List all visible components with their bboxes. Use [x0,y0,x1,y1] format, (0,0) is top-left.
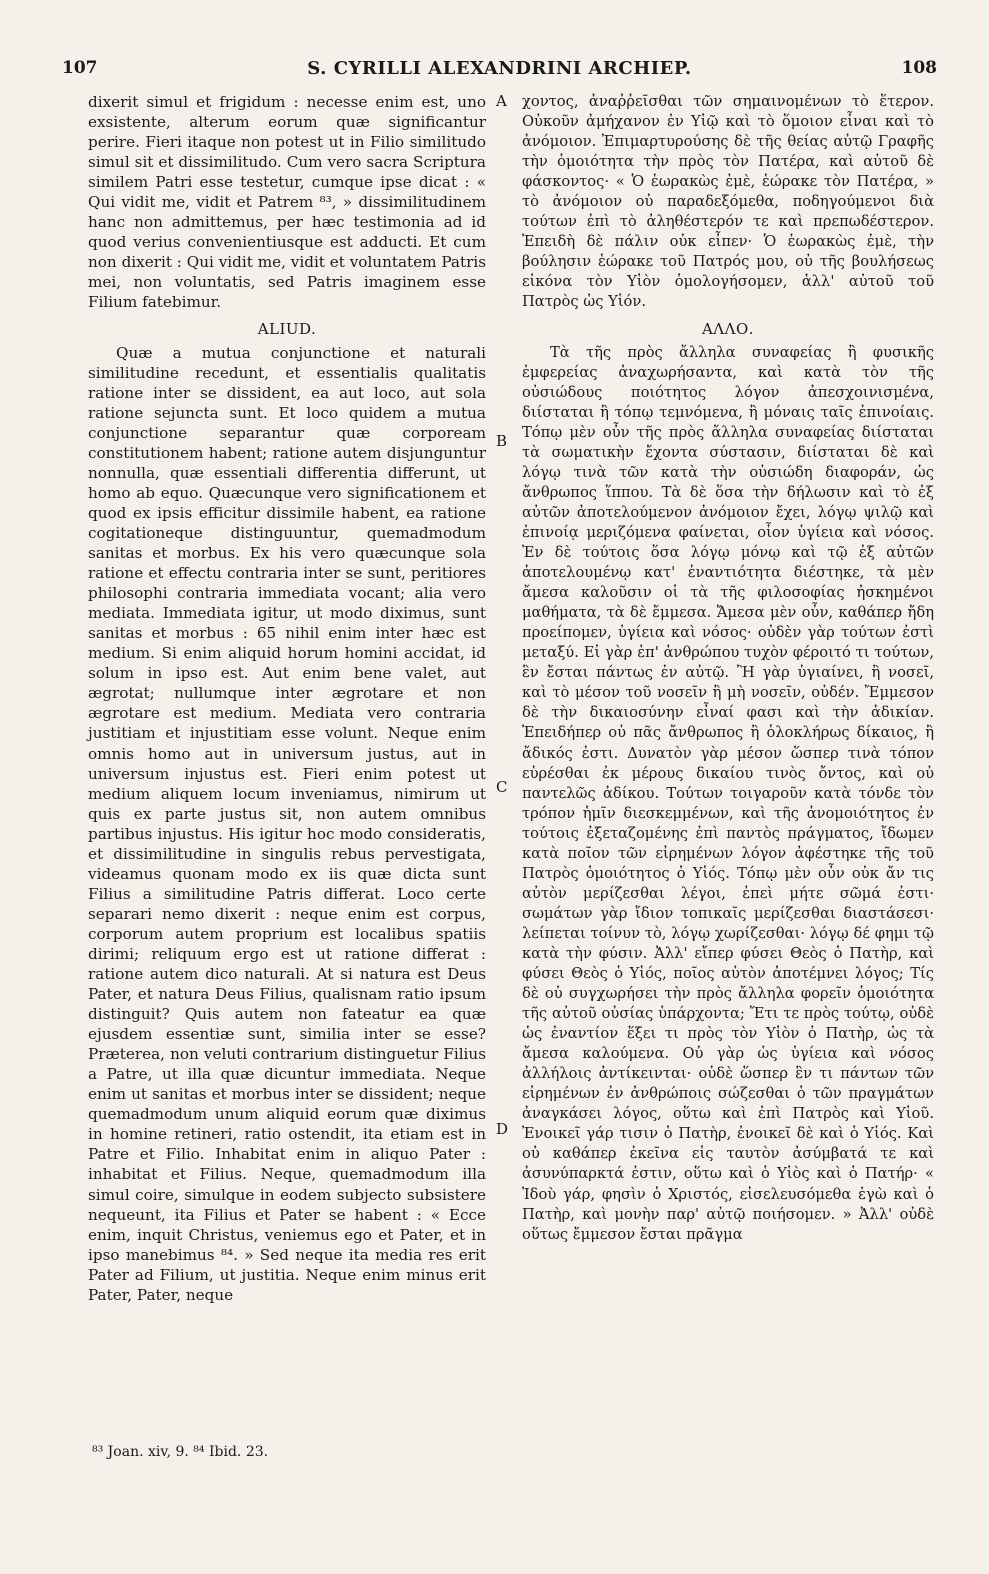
greek-paragraph-2: Τὰ τῆς πρὸς ἄλληλα συναφείας ἢ φυσικῆς ἐμφερείας ἀναχωρήσαντα, καὶ κατὰ τὸν τῆς οὐσιώδους ποιότητος λόγον ἀπεσχοινισμένα, διίσταται ἢ τόπῳ τεμνόμενα, ἢ μόναις ταῖς ἐπινοίαις. Τόπῳ μὲν οὖν τῆς πρὸς ἄλληλα συναφείας διίσταται τὰ σωματικὴν ἔχοντα σύστασιν, διίσταται δὲ καὶ λόγῳ τινὰ τῶν κατὰ τὴν οὐσιώδη διαφοράν, ὡς ἄνθρωπος ἵππου. Τὰ δὲ ὅσα τὴν δήλωσιν καὶ τὸ ἐξ αὐτῶν ἀποτελούμενον ἀνόμοιον ἔχει, λόγῳ ψιλῷ καὶ ἐπινοίᾳ μεριζόμενα φαίνεται, οἷον ὑγίεια καὶ νόσος. Ἐν δὲ τούτοις ὅσα λόγῳ μόνῳ καὶ τῷ ἐξ αὐτῶν ἀποτελουμένῳ κατ' ἐναντιότητα διέστηκε, τὰ μὲν ἄμεσα καλοῦσιν οἱ τὰ τῆς φιλοσοφίας ἠσκημένοι μαθήματα, τὰ δὲ ἔμμεσα. Ἄμεσα μὲν οὖν, καθάπερ ἤδη προείπομεν, ὑγίεια καὶ νόσος· οὐδὲν γὰρ τούτων ἐστὶ μεταξύ. Εἰ γὰρ ἐπ' ἀνθρώπου τυχὸν φέροιτό τι τούτων, ἓν ἔσται πάντως ἐν αὐτῷ. Ἢ γὰρ ὑγιαίνει, ἢ νοσεῖ, καὶ τὸ μέσον τοῦ νοσεῖν ἢ μὴ νοσεῖν, οὐδέν. Ἔμμεσον δὲ τὴν δικαιοσύνην εἶναί φασι καὶ τὴν ἀδικίαν. Ἐπειδήπερ οὐ πᾶς ἄνθρωπος ἢ ὁλοκλήρως δίκαιος, ἢ ἄδικός ἐστι. Δυνατὸν γὰρ μέσον ὥσπερ τινὰ τόπον εὑρέσθαι ἐκ μέρους δικαίου τινὸς ὄντος, καὶ οὐ παντελῶς ἀδίκου. Τούτων τοιγαροῦν κατὰ τόνδε τὸν τρόπον ἡμῖν διεσκεμμένων, καὶ τῆς ἀνομοιότητος ἐν τούτοις ἐξεταζομένης ἐπὶ παντὸς πράγματος, ἴδωμεν κατὰ ποῖον τῶν εἰρημένων λόγον ἀφέστηκε τῆς τοῦ Πατρὸς ὁμοιότητος ὁ Υἱός. Τόπῳ μὲν οὖν οὐκ ἄν τις αὐτὸν μερίζεσθαι λέγοι, ἐπεὶ μήτε σῶμά ἐστι· σωμάτων γὰρ ἴδιον τοπικαῖς μερίζεσθαι διαστάσεσι· λείπεται τοίνυν τὸ, λόγῳ χωρίζεσθαι· λόγῳ δέ φημι τῷ κατὰ τὴν φύσιν. Ἀλλ' εἴπερ φύσει Θεὸς ὁ Πατὴρ, καὶ φύσει Θεὸς ὁ Υἱός, ποῖος αὐτὸν ἀποτέμνει λόγος; Τίς δὲ οὐ συγχωρήσει τὴν πρὸς ἄλληλα φορεῖν ὁμοιότητα τῆς αὐτοῦ οὐσίας ὑπάρχοντα; Ἔτι τε πρὸς τούτῳ, οὐδὲ ὡς ἐναντίον ἕξει τι πρὸς τὸν Υἱὸν ὁ Πατὴρ, ὡς τὰ ἄμεσα καλούμενα. Οὐ γὰρ ὡς ὑγίεια καὶ νόσος ἀλλήλοις ἀντίκεινται· οὐδὲ ὥσπερ ἓν τι πάντων τῶν εἰρημένων ἐν ἀνθρώποις σώζεσθαι ὁ τῶν πραγμάτων ἀναγκάσει λόγος, οὕτω καὶ ἐπὶ Πατρὸς καὶ Υἱοῦ. Ἐνοικεῖ γάρ τισιν ὁ Πατὴρ, ἐνοικεῖ δὲ καὶ ὁ Υἱός. Καὶ οὐ καθάπερ ἐκεῖνα εἰς ταυτὸν ἀσύμβατά τε καὶ ἀσυνύπαρκτά ἐστιν, οὕτω καὶ ὁ Υἱὸς καὶ ὁ Πατήρ· « Ἰδοὺ γάρ, φησὶν ὁ Χριστός, εἰσελευσόμεθα ἐγὼ καὶ ὁ Πατὴρ, καὶ μονὴν παρ' αὐτῷ ποιήσομεν. » Ἀλλ' οὐδὲ οὕτως ἔμμεσον ἔσται πρᾶγμα [522,343,934,1243]
margin-letter-b: B [496,432,508,450]
latin-paragraph-1: dixerit simul et frigidum : necesse enim est, uno exsistente, alterum eorum quæ significantur perire. Fieri itaque non potest ut in Filio similitudo simul sit et dissimilitudo. Cum vero sacra Scriptura similem Patri esse testetur, cumque ipse dicat : « Qui vidit me, vidit et Patrem ⁸³, » dissimilitudinem hanc non admittemus, per hæc testimonia ad id quod verius convenientiusque est adducti. Et cum non dixerit : Qui vidit me, vidit et voluntatem Patris mei, non voluntatis, sed Patris imaginem esse Filium fatebimur. [88,93,486,312]
latin-paragraph-2: Quæ a mutua conjunctione et naturali similitudine recedunt, et essentialis qualitatis ratione inter se dissident, ea aut loco, aut sola ratione sejuncta sunt. Et loco quidem a mutua conjunctione separantur quæ corpoream constitutionem habent; ratione autem disjunguntur nonnulla, quæ essentiali differentia differunt, ut homo ab equo. Quæcunque vero significationem et quod ex ipsis efficitur dissimile habent, ea ratione cogitationeque distinguuntur, quemadmodum sanitas et morbus. Ex his vero quæcunque sola ratione et effectu contraria inter se sunt, peritiores philosophi contraria immediata vocant; alia vero mediata. Immediata igitur, ut modo diximus, sunt sanitas et morbus : 65 nihil enim inter hæc est medium. Si enim aliquid horum homini accidat, id solum in ipso est. Aut enim bene valet, aut ægrotat; nullumque inter ægrotare et non ægrotare est medium. Mediata vero contraria justitiam et injustitiam esse volunt. Neque enim omnis homo aut in universum justus, aut in universum injustus est. Fieri enim potest ut medium aliquem locum inveniamus, nimirum ut quis ex parte justus sit, non autem omnibus partibus injustus. His igitur hoc modo consideratis, et dissimilitudine in singulis rebus pervestigata, videamus quonam modo ex iis quæ dicta sunt Filius a similitudine Patris differat. Loco certe separari nemo dixerit : neque enim est corpus, corporum autem proprium est localibus spatiis dirimi; reliquum ergo est ut ratione differat : ratione autem dico naturali. At si natura est Deus Pater, et natura Deus Filius, qualisnam ratio ipsum distinguit? Quis autem non fateatur ea quæ ejusdem essentiæ sunt, similia inter se esse? Præterea, non veluti contrarium distinguetur Filius a Patre, ut illa quæ dicuntur immediata. Neque enim ut sanitas et morbus inter se dissident; neque quemadmodum unum aliquid eorum quæ diximus in homine retineri, ratio ostendit, ita etiam est in Patre et Filio. Inhabitat enim in aliquo Pater : inhabitat et Filius. Neque, quemadmodum illa simul coire, simulque in eodem subjecto subsistere nequeunt, ita Filius et Pater se habent : « Ecce enim, inquit Christus, veniemus ego et Pater, et in ipso manebimus ⁸⁴. » Sed neque ita media res erit Pater ad Filium, ut justitia. Neque enim minus erit Pater, Pater, neque [88,343,486,1304]
greek-paragraph-1: χοντος, ἀναῤῥεῖσθαι τῶν σημαινομένων τὸ ἕτερον. Οὐκοῦν ἀμήχανον ἐν Υἱῷ καὶ τὸ ὅμοιον εἶναι καὶ τὸ ἀνόμοιον. Ἐπιμαρτυρούσης δὲ τῆς θείας αὐτῷ Γραφῆς τὴν ὁμοιότητα τὴν πρὸς τὸν Πατέρα, καὶ αὐτοῦ δὲ φάσκοντος· « Ὁ ἑωρακὼς ἐμὲ, ἑώρακε τὸν Πατέρα, » τὸ ἀνόμοιον οὐ παραδεξόμεθα, ποδηγούμενοι διὰ τούτων ἐπὶ τὸ ἀληθέστερόν τε καὶ πρεπωδέστερον. Ἐπειδὴ δὲ πάλιν οὐκ εἶπεν· Ὁ ἑωρακὼς ἐμὲ, τὴν βούλησιν ἑώρακε τοῦ Πατρός μου, οὐ τῆς βουλήσεως εἰκόνα τὸν Υἱὸν ὁμολογήσομεν, ἀλλ' αὐτοῦ τοῦ Πατρὸς ὡς Υἱόν. [522,93,934,311]
latin-section-heading: ALIUD. [257,319,317,338]
running-title: S. CYRILLI ALEXANDRINI ARCHIEP. [307,58,692,79]
page-number-right: 108 [901,58,937,78]
footnotes: ⁸³ Joan. xiv, 9. ⁸⁴ Ibid. 23. [92,1444,269,1460]
margin-letter-a: A [496,92,507,110]
greek-column [522,92,934,1245]
page-number-left: 107 [62,58,98,78]
latin-column [88,92,486,1305]
greek-section-heading: ΑΛΛΟ. [701,319,755,338]
margin-letter-c: C [496,778,508,796]
page-header [62,58,937,84]
margin-letter-d: D [496,1120,509,1138]
